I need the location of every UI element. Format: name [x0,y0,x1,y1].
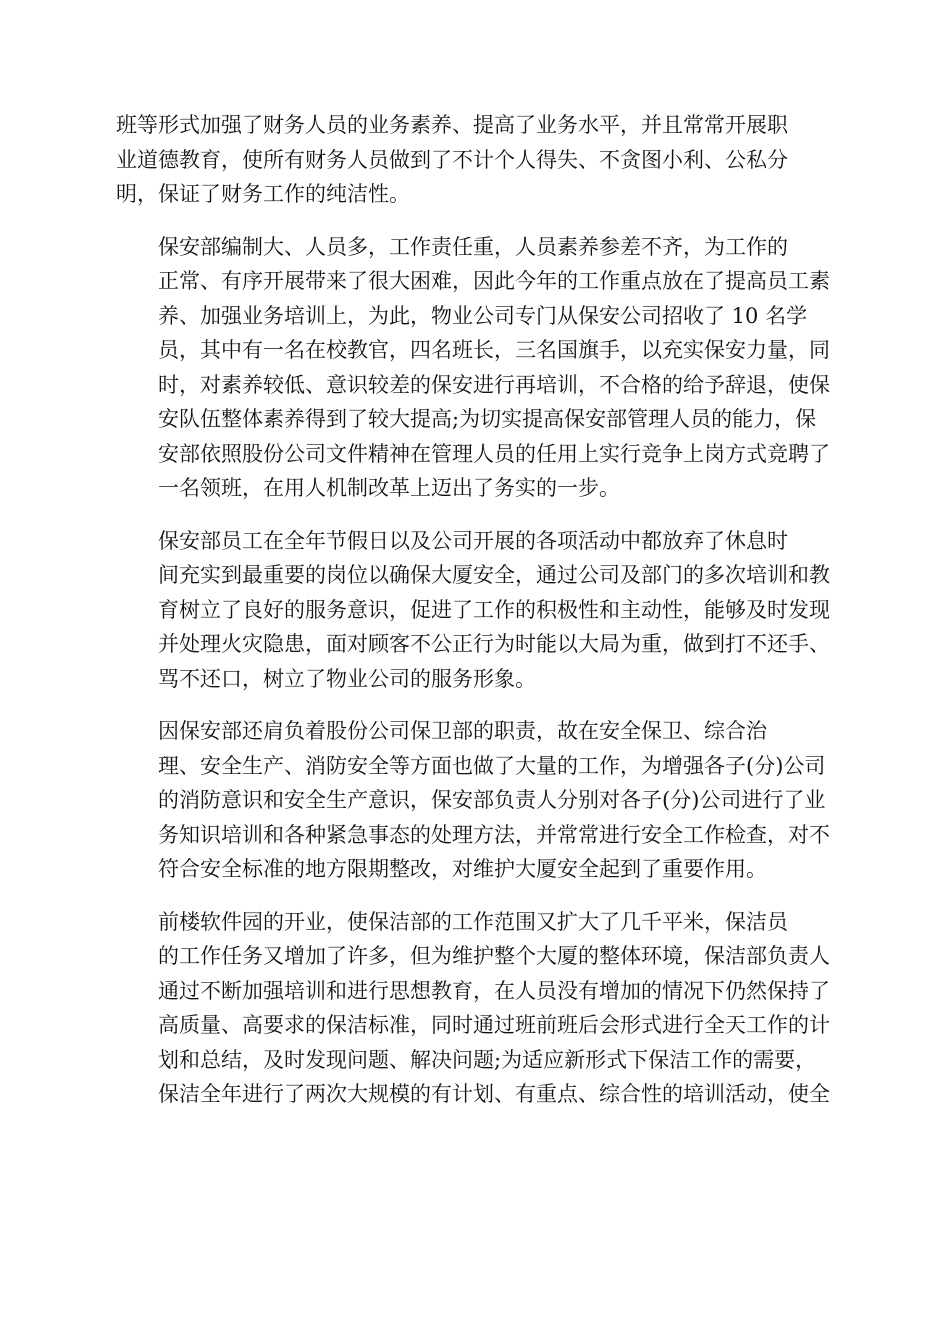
text-line: 保安部编制大、人员多，工作责任重，人员素养参差不齐，为工作的 [158,234,788,259]
paragraph-cleaning-department [116,905,836,1112]
text-line: 符合安全标准的地方限期整改，对维护大厦安全起到了重要作用。 [158,857,767,881]
paragraph-security-safety-work [116,714,836,887]
text-line: 保安部员工在全年节假日以及公司开展的各项活动中都放弃了休息时 [158,528,788,553]
text-line: 育树立了良好的服务意识，促进了工作的积极性和主动性，能够及时发现 [158,597,830,622]
text-line: 通过不断加强培训和进行思想教育，在人员没有增加的情况下仍然保持了 [158,978,830,1003]
text-line: 的工作任务又增加了许多，但为维护整个大厦的整体环境，保洁部负责人 [158,944,830,968]
text-line: 前楼软件园的开业，使保洁部的工作范围又扩大了几千平米，保洁员 [158,909,788,934]
text-line: 高质量、高要求的保洁标准，同时通过班前班后会形式进行全天工作的计 [158,1013,830,1037]
text-line: 间充实到最重要的岗位以确保大厦安全，通过公司及部门的多次培训和教 [158,563,830,587]
text-line: 骂不还口，树立了物业公司的服务形象。 [158,666,536,691]
text-line: 员，其中有一名在校教官，四名班长，三名国旗手，以充实保安力量，同 [158,338,830,362]
paragraph-security-holiday-duty [116,524,836,697]
text-line: 正常、有序开展带来了很大困难，因此今年的工作重点放在了提高员工素 [158,269,830,293]
text-line: 安部依照股份公司文件精神在管理人员的任用上实行竞争上岗方式竞聘了 [158,441,830,466]
text-line: 时，对素养较低、意识较差的保安进行再培训，不合格的给予辞退，使保 [158,372,830,397]
text-line: 安队伍整体素养得到了较大提高;为切实提高保安部管理人员的能力，保 [158,407,817,431]
paragraph-security-staffing [116,230,836,506]
text-line: 一名领班，在用人机制改革上迈出了务实的一步。 [158,476,620,500]
text-line: 务知识培训和各种紧急事态的处理方法，并常常进行安全工作检查，对不 [158,822,830,847]
text-line: 保洁全年进行了两次大规模的有计划、有重点、综合性的培训活动，使全 [158,1082,830,1106]
text-line: 划和总结，及时发现问题、解决问题;为适应新形式下保洁工作的需要， [158,1047,817,1072]
text-line: 班等形式加强了财务人员的业务素养、提高了业务水平，并且常常开展职 [116,113,788,137]
text-line: 理、安全生产、消防安全等方面也做了大量的工作，为增强各子(分)公司 [158,753,826,778]
text-line: 明，保证了财务工作的纯洁性。 [116,182,410,206]
text-line: 因保安部还肩负着股份公司保卫部的职责，故在安全保卫、综合治 [158,719,767,743]
text-line: 养、加强业务培训上，为此，物业公司专门从保安公司招收了 10 名学 [158,303,808,328]
text-line: 并处理火灾隐患，面对顾客不公正行为时能以大局为重，做到打不还手、 [158,632,830,656]
text-line: 的消防意识和安全生产意识，保安部负责人分别对各子(分)公司进行了业 [158,788,826,812]
text-line: 业道德教育，使所有财务人员做到了不计个人得失、不贪图小利、公私分 [116,147,788,172]
document-body [116,108,836,1130]
paragraph-finance-training-end [116,108,836,212]
